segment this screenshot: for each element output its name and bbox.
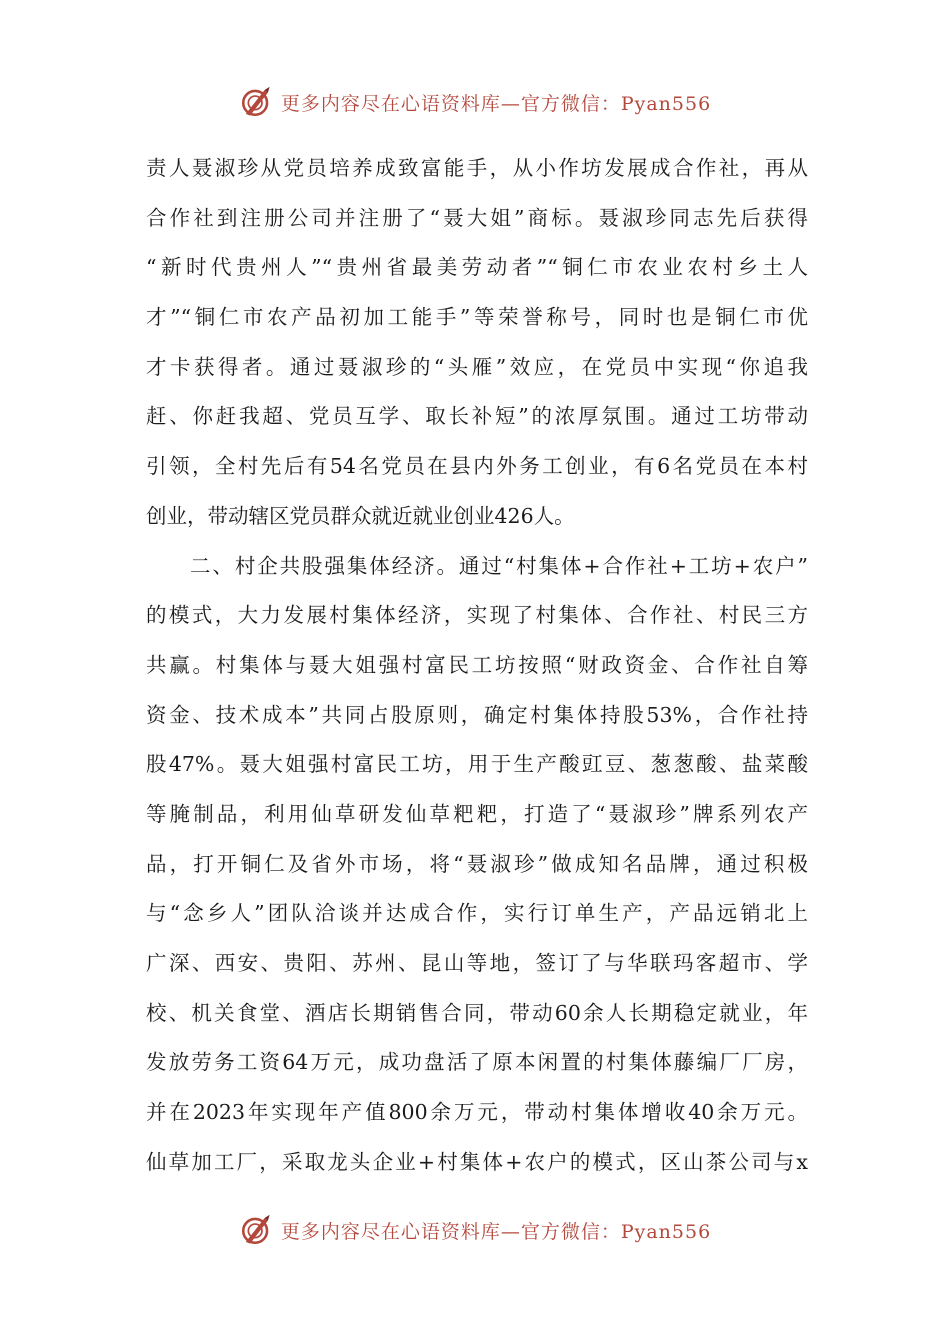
quill-pen-logo-icon [239,85,273,119]
text-line: 赶、你赶我超、党员互学、取长补短”的浓厚氛围。通过工坊带动 [146,404,808,429]
text-line: 并在2023年实现年产值800余万元，带动村集体增收40余万元。 [146,1100,808,1125]
text-line: “新时代贵州人”“贵州省最美劳动者”“铜仁市农业农村乡土人 [146,255,808,280]
text-line: 等腌制品，利用仙草研发仙草粑粑，打造了“聂淑珍”牌系列农产 [146,801,808,826]
text-line: 资金、技术成本”共同占股原则，确定村集体持股53%，合作社持 [146,702,808,727]
header-watermark-banner [0,82,950,122]
text-line: 股47%。聂大姐强村富民工坊，用于生产酸豇豆、葱葱酸、盐菜酸 [146,752,808,777]
text-line: 发放劳务工资64万元，成功盘活了原本闲置的村集体藤编厂厂房， [146,1050,808,1075]
text-line: 引领，全村先后有54名党员在县内外务工创业，有6名党员在本村 [146,454,808,479]
text-line: 品，打开铜仁及省外市场，将“聂淑珍”做成知名品牌，通过积极 [146,851,808,876]
text-line: 共赢。村集体与聂大姐强村富民工坊按照“财政资金、合作社自筹 [146,652,808,677]
document-body [146,144,808,1187]
text-line: 才”“铜仁市农产品初加工能手”等荣誉称号，同时也是铜仁市优 [146,305,808,330]
section-heading-line: 二、村企共股强集体经济。通过“村集体+合作社+工坊+农户” [190,553,808,578]
text-line: 责人聂淑珍从党员培养成致富能手，从小作坊发展成合作社，再从 [146,156,808,180]
text-line: 校、机关食堂、酒店长期销售合同，带动60余人长期稳定就业，年 [146,1000,808,1025]
text-line: 的模式，大力发展村集体经济，实现了村集体、合作社、村民三方 [146,603,808,628]
text-line: 合作社到注册公司并注册了“聂大姐”商标。聂淑珍同志先后获得 [146,205,808,230]
text-line: 与“念乡人”团队洽谈并达成合作，实行订单生产，产品远销北上 [146,901,808,926]
footer-watermark-banner [0,1210,950,1250]
watermark-text: 更多内容尽在心语资料库—官方微信：Pyan556 [280,92,712,115]
quill-pen-logo-icon [239,1213,273,1247]
text-line: 仙草加工厂，采取龙头企业+村集体+农户的模式，区山茶公司与x [146,1149,808,1174]
text-line: 才卡获得者。通过聂淑珍的“头雁”效应，在党员中实现“你追我 [146,354,808,379]
text-line: 广深、西安、贵阳、苏州、昆山等地，签订了与华联玛客超市、学 [146,951,808,975]
watermark-text: 更多内容尽在心语资料库—官方微信：Pyan556 [280,1220,712,1243]
text-line: 创业，带动辖区党员群众就近就业创业426人。 [146,503,575,528]
